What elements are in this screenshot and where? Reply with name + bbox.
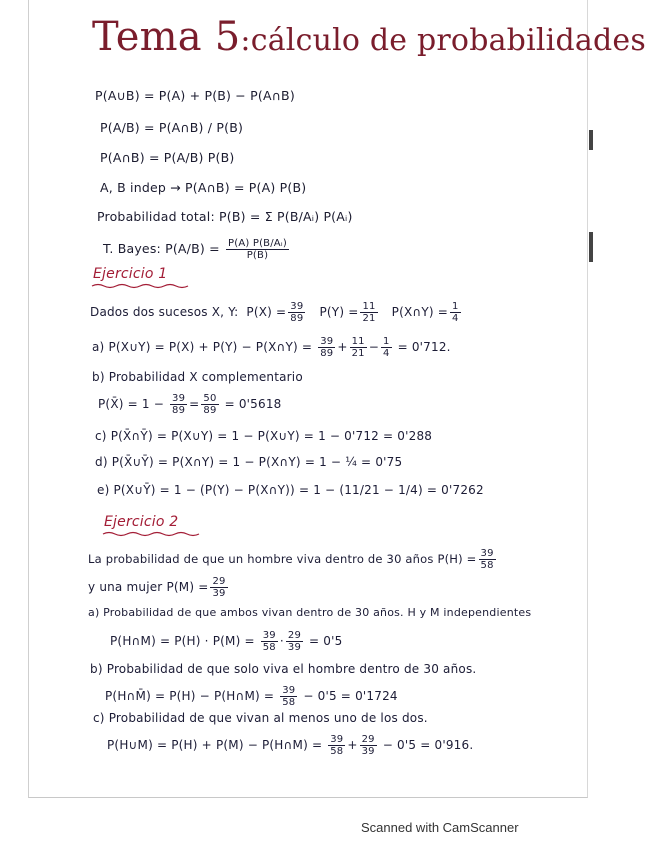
ex1-a: a) P(X∪Y) = P(X) + P(Y) − P(X∩Y) = $\frac{39}{89}$ + $\frac{11}{21}$ − $\frac{1}{4}$ = 0'712. [92,336,451,359]
ex1-e: e) P(X∪Ȳ) = 1 − (P(Y) − P(X∩Y)) = 1 − (11/21 − 1/4) = 0'7262 [97,483,484,497]
bayes-fraction: $\frac{\text{P(A) P(B/Aᵢ)}}{P(B)}$ [227,238,287,261]
page-title [92,14,646,60]
formula-intersection: P(A∩B) = P(A/B) P(B) [100,150,235,165]
ex1-d: d) P(X̄∪Ȳ) = P(X∩Y) = 1 − P(X∩Y) = 1 − ¼ = 0'75 [95,455,403,469]
ex2-a-label: a) Probabilidad de que ambos vivan dentro de 30 años. H y M independientes [88,606,532,619]
ex2-intro-2: y una mujer P(M) = $\frac{29}{39}$ [88,576,226,599]
exercise-1-underline [92,283,192,289]
ex2-b-expr: P(H∩M̄) = P(H) − P(H∩M) = $\frac{39}{58}$ − 0'5 = 0'1724 [105,685,398,708]
formula-union: P(A∪B) = P(A) + P(B) − P(A∩B) [95,88,295,103]
page-edge-mark [589,130,593,150]
formula-bayes [103,238,291,261]
title-sub: :cálculo de probabilidades [240,23,646,58]
ex1-c: c) P(X̄∩Ȳ) = P(X∪Y) = 1 − P(X∪Y) = 1 − 0'712 = 0'288 [95,429,433,443]
ex1-b-expr: P(X̄) = 1 − $\frac{39}{89}$ = $\frac{50}{89}$ = 0'5618 [98,393,282,416]
ex2-c-expr: P(H∪M) = P(H) + P(M) − P(H∩M) = $\frac{39}{58}$ + $\frac{29}{39}$ − 0'5 = 0'916. [107,734,474,757]
scanner-watermark: Scanned with CamScanner [361,820,519,835]
page-edge-mark-2 [589,232,593,262]
ex2-b-label: b) Probabilidad de que solo viva el hombre dentro de 30 años. [90,662,477,676]
ex1-b-label: b) Probabilidad X complementario [92,370,303,384]
exercise-2-heading: Ejercicio 2 [104,514,179,530]
ex1-given: Dados dos sucesos X, Y: P(X) = $\frac{39}{89}$ P(Y) = $\frac{11}{21}$ P(X∩Y) = $\frac{1}{4}$ [90,301,459,324]
ex2-intro-1: La probabilidad de que un hombre viva dentro de 30 años P(H) = $\frac{39}{58}$ [88,548,494,571]
formula-conditional: P(A/B) = P(A∩B) / P(B) [100,120,244,135]
title-main: Tema 5 [92,14,241,60]
exercise-2-underline [103,531,203,537]
bayes-label: T. Bayes: P(A/B) = [103,241,220,256]
formula-independence: A, B indep → P(A∩B) = P(A) P(B) [100,180,307,195]
formula-total-probability: Probabilidad total: P(B) = Σ P(B/Aᵢ) P(Aᵢ) [97,209,353,224]
exercise-1-heading: Ejercicio 1 [93,266,168,282]
ex2-c-label: c) Probabilidad de que vivan al menos uno de los dos. [93,711,428,725]
ex2-a-expr: P(H∩M) = P(H) · P(M) = $\frac{39}{58}$ · $\frac{29}{39}$ = 0'5 [110,630,343,653]
